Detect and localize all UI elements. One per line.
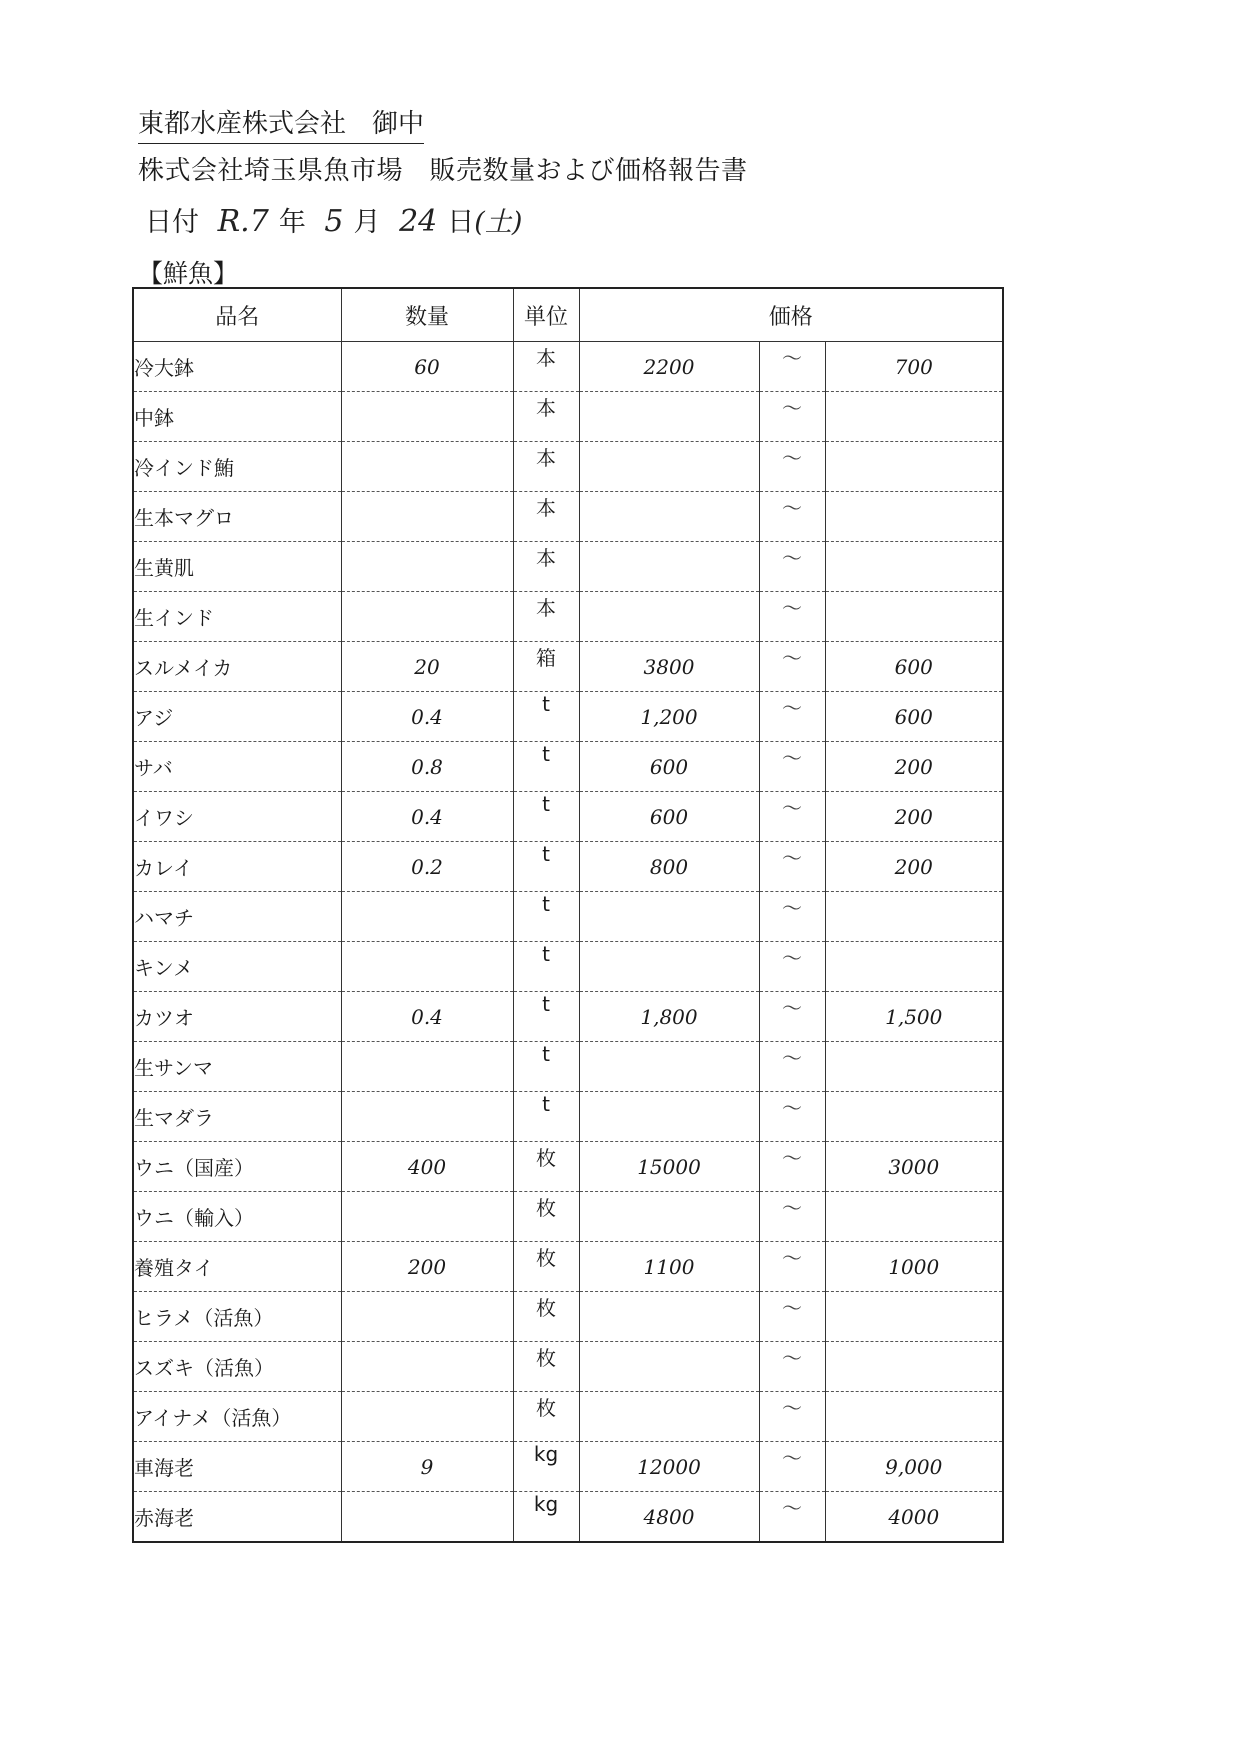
item-name-cell: 生サンマ xyxy=(133,1042,341,1092)
price-high-cell xyxy=(825,442,1003,492)
item-name-cell: スズキ（活魚） xyxy=(133,1342,341,1392)
item-name-cell: 養殖タイ xyxy=(133,1242,341,1292)
price-low-cell: 2200 xyxy=(579,342,759,392)
item-name-cell: キンメ xyxy=(133,942,341,992)
price-high-cell: 700 xyxy=(825,342,1003,392)
price-high-cell: 1000 xyxy=(825,1242,1003,1292)
price-high-cell: 200 xyxy=(825,792,1003,842)
table-row xyxy=(133,1242,1003,1292)
unit-cell: 枚 xyxy=(513,1342,579,1392)
price-range-tilde: ～ xyxy=(759,1392,825,1442)
price-low-cell: 15000 xyxy=(579,1142,759,1192)
quantity-cell: 9 xyxy=(341,1442,513,1492)
unit-cell: 枚 xyxy=(513,1192,579,1242)
price-range-tilde: ～ xyxy=(759,342,825,392)
price-high-cell xyxy=(825,942,1003,992)
price-range-tilde: ～ xyxy=(759,442,825,492)
item-name-cell: カレイ xyxy=(133,842,341,892)
quantity-cell xyxy=(341,1092,513,1142)
price-range-tilde: ～ xyxy=(759,1192,825,1242)
addressee-underline xyxy=(138,143,424,144)
quantity-cell xyxy=(341,442,513,492)
price-low-cell xyxy=(579,1292,759,1342)
price-high-cell xyxy=(825,1392,1003,1442)
unit-cell: t xyxy=(513,1092,579,1142)
price-range-tilde: ～ xyxy=(759,892,825,942)
price-range-tilde: ～ xyxy=(759,942,825,992)
table-row xyxy=(133,892,1003,942)
price-low-cell xyxy=(579,592,759,642)
price-range-tilde: ～ xyxy=(759,1442,825,1492)
table-body xyxy=(133,342,1003,1543)
header-name: 品名 xyxy=(133,288,341,342)
price-range-tilde: ～ xyxy=(759,1292,825,1342)
table-row xyxy=(133,1392,1003,1442)
item-name-cell: スルメイカ xyxy=(133,642,341,692)
price-range-tilde: ～ xyxy=(759,1092,825,1142)
unit-cell: 本 xyxy=(513,392,579,442)
unit-cell: t xyxy=(513,892,579,942)
item-name-cell: 赤海老 xyxy=(133,1492,341,1543)
price-high-cell: 1,500 xyxy=(825,992,1003,1042)
table-row xyxy=(133,492,1003,542)
quantity-cell: 20 xyxy=(341,642,513,692)
price-range-tilde: ～ xyxy=(759,792,825,842)
item-name-cell: サバ xyxy=(133,742,341,792)
unit-cell: t xyxy=(513,692,579,742)
price-low-cell xyxy=(579,392,759,442)
item-name-cell: 生本マグロ xyxy=(133,492,341,542)
date-month: 5 xyxy=(324,204,344,239)
table-row xyxy=(133,842,1003,892)
price-low-cell xyxy=(579,1092,759,1142)
quantity-cell xyxy=(341,1292,513,1342)
price-range-tilde: ～ xyxy=(759,1042,825,1092)
unit-cell: t xyxy=(513,1042,579,1092)
price-low-cell: 1,800 xyxy=(579,992,759,1042)
price-range-tilde: ～ xyxy=(759,992,825,1042)
quantity-cell xyxy=(341,892,513,942)
quantity-cell xyxy=(341,492,513,542)
price-high-cell xyxy=(825,1192,1003,1242)
unit-cell: 本 xyxy=(513,592,579,642)
quantity-cell xyxy=(341,592,513,642)
price-low-cell: 4800 xyxy=(579,1492,759,1543)
price-high-cell xyxy=(825,1342,1003,1392)
unit-cell: t xyxy=(513,992,579,1042)
unit-cell: 本 xyxy=(513,442,579,492)
table-row xyxy=(133,442,1003,492)
quantity-cell xyxy=(341,392,513,442)
price-low-cell: 600 xyxy=(579,792,759,842)
price-low-cell xyxy=(579,1342,759,1392)
item-name-cell: 冷インド鮪 xyxy=(133,442,341,492)
quantity-cell xyxy=(341,1492,513,1543)
price-range-tilde: ～ xyxy=(759,592,825,642)
price-range-tilde: ～ xyxy=(759,392,825,442)
item-name-cell: ヒラメ（活魚） xyxy=(133,1292,341,1342)
price-low-cell: 1100 xyxy=(579,1242,759,1292)
date-label: 日付 xyxy=(145,207,199,238)
price-range-tilde: ～ xyxy=(759,642,825,692)
table-header-row xyxy=(133,288,1003,342)
price-range-tilde: ～ xyxy=(759,1242,825,1292)
price-high-cell xyxy=(825,392,1003,442)
item-name-cell: ハマチ xyxy=(133,892,341,942)
header-qty: 数量 xyxy=(341,288,513,342)
unit-cell: 枚 xyxy=(513,1142,579,1192)
price-low-cell: 600 xyxy=(579,742,759,792)
price-high-cell: 4000 xyxy=(825,1492,1003,1543)
price-low-cell xyxy=(579,1042,759,1092)
table-row xyxy=(133,1292,1003,1342)
unit-cell: 枚 xyxy=(513,1292,579,1342)
unit-cell: kg xyxy=(513,1492,579,1543)
quantity-cell: 0.4 xyxy=(341,992,513,1042)
unit-cell: 枚 xyxy=(513,1242,579,1292)
item-name-cell: 生黄肌 xyxy=(133,542,341,592)
quantity-cell xyxy=(341,1042,513,1092)
unit-cell: 箱 xyxy=(513,642,579,692)
price-range-tilde: ～ xyxy=(759,1142,825,1192)
item-name-cell: 生インド xyxy=(133,592,341,642)
price-range-tilde: ～ xyxy=(759,1492,825,1543)
quantity-cell xyxy=(341,1342,513,1392)
price-low-cell xyxy=(579,492,759,542)
quantity-cell: 0.4 xyxy=(341,692,513,742)
price-high-cell xyxy=(825,1292,1003,1342)
price-high-cell: 200 xyxy=(825,742,1003,792)
price-low-cell xyxy=(579,442,759,492)
price-low-cell xyxy=(579,1192,759,1242)
header-price: 価格 xyxy=(579,288,1003,342)
price-range-tilde: ～ xyxy=(759,742,825,792)
item-name-cell: カツオ xyxy=(133,992,341,1042)
price-high-cell xyxy=(825,542,1003,592)
date-month-char: 月 xyxy=(353,207,381,238)
table-row xyxy=(133,642,1003,692)
price-high-cell xyxy=(825,592,1003,642)
quantity-cell xyxy=(341,1192,513,1242)
item-name-cell: 生マダラ xyxy=(133,1092,341,1142)
item-name-cell: アジ xyxy=(133,692,341,742)
quantity-cell: 0.4 xyxy=(341,792,513,842)
price-high-cell xyxy=(825,1092,1003,1142)
item-name-cell: アイナメ（活魚） xyxy=(133,1392,341,1442)
price-range-tilde: ～ xyxy=(759,692,825,742)
header-unit: 単位 xyxy=(513,288,579,342)
price-low-cell: 12000 xyxy=(579,1442,759,1492)
item-name-cell: ウニ（輸入） xyxy=(133,1192,341,1242)
unit-cell: 本 xyxy=(513,542,579,592)
price-high-cell: 600 xyxy=(825,642,1003,692)
date-era: R.7 xyxy=(217,204,269,239)
price-high-cell xyxy=(825,1042,1003,1092)
quantity-cell: 0.8 xyxy=(341,742,513,792)
table-row xyxy=(133,1492,1003,1543)
table-row xyxy=(133,342,1003,392)
item-name-cell: 中鉢 xyxy=(133,392,341,442)
price-low-cell xyxy=(579,1392,759,1442)
price-range-tilde: ～ xyxy=(759,542,825,592)
quantity-cell xyxy=(341,1392,513,1442)
table-row xyxy=(133,1192,1003,1242)
date-weekday: (土) xyxy=(474,207,523,238)
section-label: 【鮮魚】 xyxy=(138,259,239,288)
price-report-table xyxy=(132,287,1004,1543)
unit-cell: kg xyxy=(513,1442,579,1492)
table-row xyxy=(133,692,1003,742)
quantity-cell: 400 xyxy=(341,1142,513,1192)
price-high-cell xyxy=(825,892,1003,942)
addressee-text: 東都水産株式会社 御中 xyxy=(138,109,425,139)
price-high-cell: 3000 xyxy=(825,1142,1003,1192)
price-high-cell xyxy=(825,492,1003,542)
date-day: 24 xyxy=(399,204,438,239)
date-line xyxy=(145,200,522,239)
table-row xyxy=(133,592,1003,642)
price-high-cell: 200 xyxy=(825,842,1003,892)
unit-cell: 本 xyxy=(513,342,579,392)
price-low-cell xyxy=(579,942,759,992)
table-row xyxy=(133,792,1003,842)
table-row xyxy=(133,942,1003,992)
table-row xyxy=(133,542,1003,592)
item-name-cell: イワシ xyxy=(133,792,341,842)
quantity-cell xyxy=(341,942,513,992)
table-row xyxy=(133,1142,1003,1192)
unit-cell: t xyxy=(513,942,579,992)
table-row xyxy=(133,392,1003,442)
quantity-cell xyxy=(341,542,513,592)
item-name-cell: 冷大鉢 xyxy=(133,342,341,392)
table-row xyxy=(133,1442,1003,1492)
price-high-cell: 600 xyxy=(825,692,1003,742)
unit-cell: t xyxy=(513,792,579,842)
date-day-char: 日 xyxy=(447,207,475,238)
table-row xyxy=(133,1042,1003,1092)
item-name-cell: 車海老 xyxy=(133,1442,341,1492)
report-title: 株式会社埼玉県魚市場 販売数量および価格報告書 xyxy=(138,156,748,186)
quantity-cell: 0.2 xyxy=(341,842,513,892)
unit-cell: t xyxy=(513,842,579,892)
price-low-cell: 3800 xyxy=(579,642,759,692)
quantity-cell: 200 xyxy=(341,1242,513,1292)
table-row xyxy=(133,1092,1003,1142)
quantity-cell: 60 xyxy=(341,342,513,392)
date-year-char: 年 xyxy=(278,207,306,238)
addressee xyxy=(138,103,424,140)
price-low-cell xyxy=(579,542,759,592)
price-low-cell xyxy=(579,892,759,942)
price-range-tilde: ～ xyxy=(759,842,825,892)
price-range-tilde: ～ xyxy=(759,1342,825,1392)
unit-cell: 本 xyxy=(513,492,579,542)
unit-cell: 枚 xyxy=(513,1392,579,1442)
price-low-cell: 800 xyxy=(579,842,759,892)
item-name-cell: ウニ（国産） xyxy=(133,1142,341,1192)
table-row xyxy=(133,992,1003,1042)
price-high-cell: 9,000 xyxy=(825,1442,1003,1492)
unit-cell: t xyxy=(513,742,579,792)
price-range-tilde: ～ xyxy=(759,492,825,542)
table-row xyxy=(133,1342,1003,1392)
table-row xyxy=(133,742,1003,792)
price-low-cell: 1,200 xyxy=(579,692,759,742)
